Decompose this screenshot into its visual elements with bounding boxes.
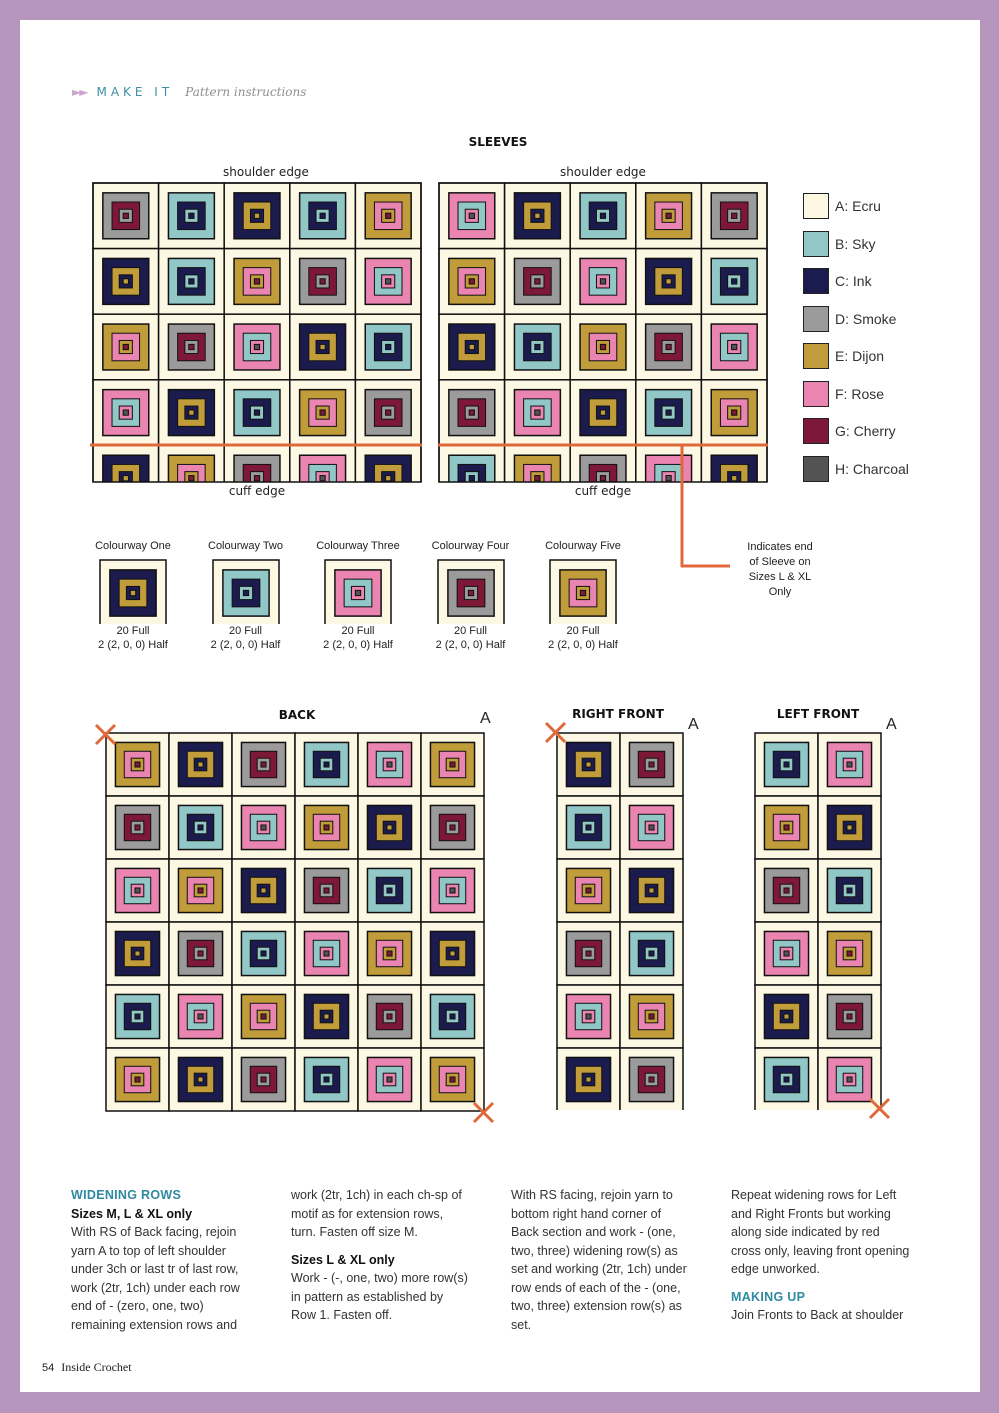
annotation-line: Sizes L & XL xyxy=(748,571,812,583)
sizes-m-l-xl-heading: Sizes M, L & XL only xyxy=(71,1206,193,1221)
cross-icon xyxy=(870,1099,889,1118)
back-corner-label: A xyxy=(480,710,491,727)
page-number: 54 xyxy=(42,1362,55,1374)
sizes-l-xl-heading: Sizes L & XL only xyxy=(291,1252,395,1267)
text-column-4 xyxy=(731,1186,911,1334)
cross-markers xyxy=(20,20,980,1140)
colourway-half-count: 2 (2, 0, 0) Half xyxy=(323,639,393,651)
legend-label: C: Ink xyxy=(835,273,872,289)
arrow-icon: ►► xyxy=(72,85,87,99)
colourway-half-count: 2 (2, 0, 0) Half xyxy=(98,639,168,651)
text-column-3 xyxy=(511,1186,691,1343)
sleeve-right-shoulder-label: shoulder edge xyxy=(560,165,646,179)
cross-icon xyxy=(96,725,115,744)
left-front-corner-label: A xyxy=(886,716,897,733)
colourway-label: Colourway Five xyxy=(545,540,621,552)
section-subtitle: Pattern instructions xyxy=(185,85,307,99)
col4-body2: Join Fronts to Back at shoulder xyxy=(731,1308,904,1322)
colourway-half-count: 2 (2, 0, 0) Half xyxy=(210,639,281,651)
colourway-label: Colourway Two xyxy=(208,540,283,552)
colourway-half-count: 2 (2, 0, 0) Half xyxy=(548,639,618,651)
col2-body2: Work - (-, one, two) more row(s) in pattern as established by Row 1. Fasten off. xyxy=(291,1271,468,1322)
colourway-full-count: 20 Full xyxy=(453,625,488,637)
back-title: BACK xyxy=(278,708,316,722)
sleeves-title: SLEEVES xyxy=(468,135,528,149)
cross-icon xyxy=(546,723,565,742)
legend-label: H: Charcoal xyxy=(835,460,909,477)
colourway-full-count: 20 Full xyxy=(566,625,600,637)
colourway-full-count: 20 Full xyxy=(116,625,150,637)
magazine-title: Inside Crochet xyxy=(61,1360,132,1374)
sleeve-left-cuff-label: cuff edge xyxy=(228,484,286,498)
legend-label: E: Dijon xyxy=(835,348,885,364)
annotation-line: Indicates end xyxy=(747,541,813,553)
legend-label: A: Ecru xyxy=(835,198,881,214)
legend-label: F: Rose xyxy=(835,385,885,402)
col3-body: With RS facing, rejoin yarn to bottom right hand corner of Back section and work - (one, two, three) widening row(s) as set and working (2tr, 1ch) under row ends of each of the - (one, two, three) extension row(s) as set. xyxy=(511,1188,687,1332)
annotation-line: Only xyxy=(768,586,792,598)
colourway-full-count: 20 Full xyxy=(341,625,375,637)
page xyxy=(20,20,980,1392)
sleeve-right-cuff-label: cuff edge xyxy=(574,484,632,498)
widening-rows-body: With RS of Back facing, rejoin yarn A to top of left shoulder under 3ch or last tr of last row, work (2tr, 1ch) under each row end of - (zero, one, two) remaining extension rows and xyxy=(71,1225,240,1332)
legend-label: B: Sky xyxy=(835,235,876,252)
annotation-line: of Sleeve on xyxy=(749,556,811,568)
colourway-half-count: 2 (2, 0, 0) Half xyxy=(435,639,506,651)
text-column-2 xyxy=(291,1186,471,1334)
making-up-heading: MAKING UP xyxy=(731,1289,806,1304)
legend-label: D: Smoke xyxy=(835,310,897,327)
widening-rows-heading: WIDENING ROWS xyxy=(71,1188,182,1202)
cross-icon xyxy=(474,1103,493,1122)
legend-label: G: Cherry xyxy=(835,423,896,439)
colourway-label: Colourway One xyxy=(95,540,171,552)
right-front-title: RIGHT FRONT xyxy=(572,707,664,721)
left-front-title: LEFT FRONT xyxy=(776,707,860,721)
right-front-corner-label: A xyxy=(688,716,699,733)
section-label: MAKE IT xyxy=(96,85,174,99)
colourway-label: Colourway Four xyxy=(431,540,510,552)
page-footer xyxy=(42,1360,132,1375)
col2-body1: work (2tr, 1ch) in each ch-sp of motif as for extension rows, turn. Fasten off size M. xyxy=(291,1188,462,1239)
text-column-1 xyxy=(71,1186,251,1343)
col4-body: Repeat widening rows for Left and Right Fronts but working along side indicated by red cross only, leaving front opening edge unworked. xyxy=(731,1188,910,1276)
colourway-label: Colourway Three xyxy=(316,540,400,552)
sleeve-left-shoulder-label: shoulder edge xyxy=(223,165,309,179)
colourway-full-count: 20 Full xyxy=(228,625,263,637)
